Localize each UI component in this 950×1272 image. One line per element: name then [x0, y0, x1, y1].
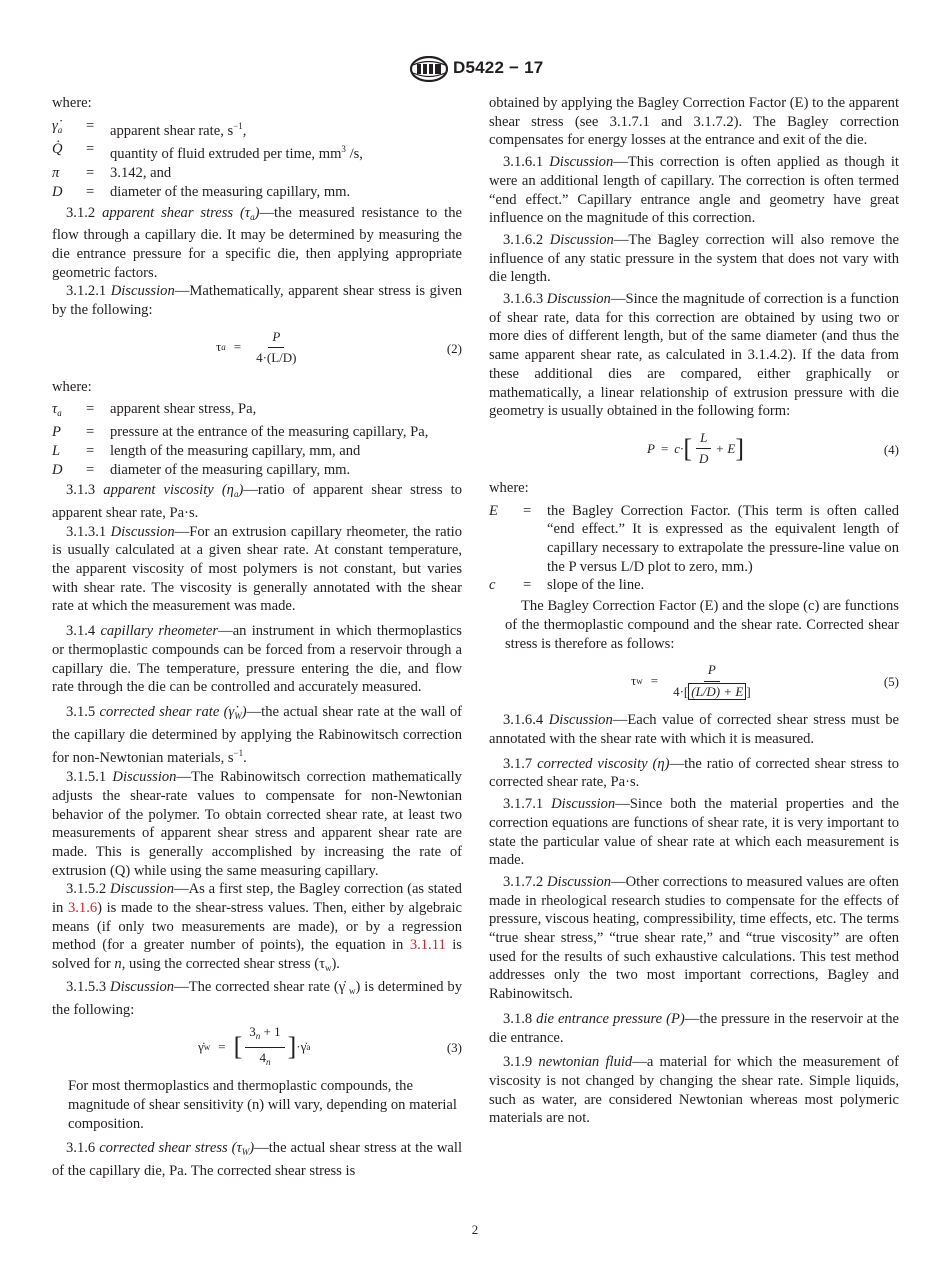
where-item: Q̇ = quantity of fluid extruded per time, $mm^3$ /s,: [52, 141, 363, 163]
discussion-3-1-6-3: 3.1.6.3 Discussion—Since the magnitude of correction is a function of shear rate, data for this correction are obtained by using two or more dies of different length, but of the same diameter (and thus the same apparent shear rate, as calculated in 3.1.4.2). If the data from these additional dies are compared, either graphically or mathematically, a linear relationship of extrusion pressure with die geometry is usually obtained in the following form:: [489, 291, 900, 420]
discussion-3-1-6-2: 3.1.6.2 Discussion—The Bagley correction will also remove the influence of any static pressure in the system that does not vary with die length.: [489, 231, 899, 286]
discussion-3-1-7-2: 3.1.7.2 Discussion—Other corrections to measured values are often made in rheological research studies to compensate for the effects of pressure, viscous heating, compressibility, time effects, etc. The terms “true shear stress,” “true shear rate,” and “true viscosity” are often used for the results of such exhaustive calculations. This test method addresses only the two most important corrections, Bagley and Rabinowitsch.: [489, 873, 899, 1003]
link-3-1-11[interactable]: 3.1.11: [409, 937, 446, 954]
equation-3: γ̇ w = [ $\frac{3_n + 1}{4_n}$ ] ·γ̇ a (3): [198, 1024, 462, 1067]
definition-3-1-5: 3.1.5 corrected shear rate $(\gammȧ_W)—the$ actual shear rate at the wall of the capillary die determined by applying the Rabinowitsch correction for non-Newtonian materials, $s^{-1}$.: [52, 703, 463, 767]
where-label: where:: [52, 95, 92, 111]
discussion-3-1-6-4: 3.1.6.4 Discussion—Each value of corrected shear stress must be annotated with the shear rate with which it is measured.: [489, 712, 899, 747]
discussion-3-1-3-1: 3.1.3.1 Discussion—For an extrusion capillary rheometer, the ratio is usually calculated at a given shear rate. At constant temperature, the apparent viscosity of most polymers is not constant, but varies with shear rate. The viscosity is generally annotated with the shear rate at which the measurement was made.: [52, 523, 462, 615]
where-item: E = the Bagley Correction Factor. (This term is often called “end effect.” It is expressed as the equivalent length of capillary necessary to extrapolate the pressure-line value on the P versus L/D plot to zero, mm.): [489, 502, 899, 575]
where-item: L = length of the measuring capillary, mm, and: [52, 442, 361, 459]
where-list-2: [52, 400, 462, 479]
definition-3-1-4: 3.1.4 capillary rheometer—an instrument in which thermoplastics or thermoplastic compounds can be forced from a reservoir through a capillary die. The temperature, pressure entering the die, and flow rate through the die can be controlled and accurately measured.: [52, 623, 462, 696]
where-item: D = diameter of the measuring capillary, mm.: [52, 183, 351, 200]
where-item: $\tau_a$ = apparent shear stress, Pa,: [52, 401, 257, 419]
definition-3-1-6-continued: obtained by applying the Bagley Correction Factor (E) to the apparent shear stress (see 3.1.7.1 and 3.1.7.2). The Bagley correction compensates for energy losses at the entrance and exit of the die.: [489, 95, 899, 149]
where-item: c = slope of the line.: [489, 577, 645, 594]
link-3-1-6[interactable]: 3.1.6: [67, 900, 98, 917]
left-column: [52, 94, 462, 1181]
discussion-3-1-7-1: 3.1.7.1 Discussion—Since both the material properties and the correction equations are functions of shear rate, it is very important to state the particular value of shear rate at which each measurement is made.: [489, 796, 899, 869]
definition-3-1-8: 3.1.8 die entrance pressure (P)—the pressure in the reservoir at the die entrance.: [489, 1010, 900, 1046]
shear-sensitivity-note: For most thermoplastics and thermoplastic compounds, the magnitude of shear sensitivity (n) will vary, depending on material composition.: [68, 1078, 457, 1132]
definition-3-1-6: 3.1.6 corrected shear stress $(\tau_W)—the$ actual shear stress at the wall of the capillary die, Pa. The corrected shear stress is: [52, 1140, 463, 1180]
definition-3-1-2: 3.1.2 apparent shear stress $(\tau_a)—the$ measured resistance to the flow through a capillary die. It may be determined by measuring the die entrance pressure for a specific die, then applying appropriate geometric factors.: [52, 204, 462, 281]
discussion-3-1-2-1: 3.1.2.1 Discussion—Mathematically, apparent shear stress is given by the following:: [52, 283, 463, 319]
astm-logo-icon: [409, 56, 449, 82]
where-item: D = diameter of the measuring capillary, mm.: [52, 461, 351, 478]
equation-5: τ w = $\frac{P}{4\cdot[ (L/D) + E ]}$ (5): [631, 662, 899, 699]
discussion-3-1-5-1: 3.1.5.1 Discussion—The Rabinowitsch correction mathematically adjusts the shear-rate values to compensate for non-Newtonian behavior of the polymer. To obtain corrected shear rate, at least two measurements of apparent shear stress and apparent shear rate are made. This is generally accomplished by increasing the rate of extrusion (Q) while using the same measuring capillary.: [52, 769, 462, 879]
where-label-2: where:: [52, 378, 92, 395]
where-item: P = pressure at the entrance of the measuring capillary, Pa,: [52, 424, 429, 441]
definition-3-1-3: 3.1.3 apparent viscosity $(\eta_a)—ratio$ of apparent shear stress to apparent shear rate, Pa·s.: [52, 482, 462, 521]
where-list-1: [52, 117, 462, 202]
where-label-3: where:: [489, 479, 529, 496]
definition-3-1-7: 3.1.7 corrected viscosity (η)—the ratio of corrected shear stress to corrected shear rate, Pa·s.: [489, 755, 899, 791]
equation-2: τ a = $\frac{P}{4\cdot(L/D)}$ (2): [216, 328, 462, 366]
equation-4: P = c· [ $\frac{L}{D}$ + E ] (4): [647, 429, 899, 467]
where-list-3: [489, 502, 899, 596]
right-column: [489, 94, 899, 1128]
page-number: 2: [471, 1222, 479, 1237]
definition-3-1-9: 3.1.9 newtonian fluid—a material for which the measurement of viscosity is not changed by changing the shear rate. Simple liquids, such as water, are considered Newtonian whereas most polymeric materials are not.: [489, 1054, 899, 1127]
discussion-3-1-5-2: 3.1.5.2 Discussion—As a first step, the Bagley correction (as stated in 3.1.6) is made to the shear-stress values. Then, either by algebraic means (if only two measurements are made), or by a regression method (for a greater number of points), the equation in 3.1.11 is solved for n, using the corrected shear stress $(\tau_w)$.: [52, 881, 462, 974]
discussion-3-1-6-1: 3.1.6.1 Discussion—This correction is often applied as though it were an additional length of capillary. The correction is often termed “end effect.” Capillary entrance angle and geometry have great influence on the magnitude of this correction.: [489, 154, 899, 227]
where-item: $\gammȧ_a$ = apparent shear rate, $s^{-1}$,: [52, 117, 247, 139]
discussion-3-1-5-3: 3.1.5.3 Discussion—The corrected shear rate (γ̇ $_w$) is determined by the following:: [52, 978, 463, 1018]
document-id: D5422 − 17: [453, 58, 544, 77]
where-item: π = 3.142, and: [52, 165, 172, 182]
bagley-note: The Bagley Correction Factor (E) and the slope (c) are functions of the thermoplastic compound and the shear rate. Corrected shear stress is therefore as follows:: [505, 598, 899, 652]
page-header: [0, 56, 950, 86]
